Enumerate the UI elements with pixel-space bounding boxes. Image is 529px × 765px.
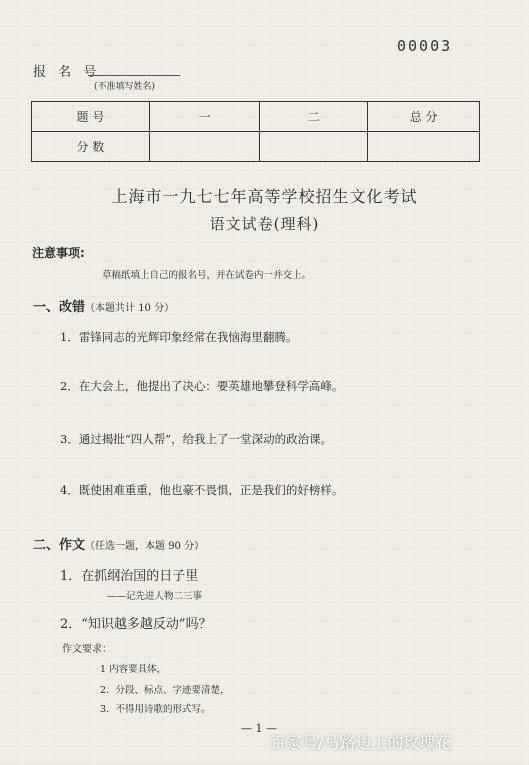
score-cell-q2: [260, 132, 368, 162]
score-table: [31, 101, 480, 162]
correction-item-4: 4．既使困难重重，他也豪不畏惧，正是我们的好榜样。: [60, 483, 344, 497]
score-header-total: 总 分: [368, 102, 480, 132]
essay-topic-1: 1．在抓纲治国的日子里: [60, 569, 199, 584]
exam-subtitle: 语文试卷(理科): [209, 215, 320, 233]
section2-title: 二、作文: [33, 538, 86, 553]
score-row-label: 分 数: [32, 132, 150, 162]
registration-label: 报 名 号: [33, 65, 101, 80]
correction-item-1: 1．雷锋同志的光辉印象经常在我恼海里翻腾。: [60, 330, 298, 344]
serial-number: 00003: [397, 37, 453, 55]
requirement-1: 1 内容要具体，: [100, 664, 167, 675]
section1-heading: [33, 296, 174, 315]
section2-points: （任选一题，本题 90 分）: [85, 541, 205, 552]
essay-topic-2: 2．“知识越多越反动”吗？: [60, 617, 212, 632]
requirements-label: 作文要求：: [62, 644, 112, 655]
notes-heading: 注意事项:: [32, 246, 85, 260]
exam-title: 上海市一九七七年高等学校招生文化考试: [111, 187, 418, 206]
score-table-row-header: [32, 102, 480, 132]
section1-points: （本题共计 10 分）: [85, 303, 175, 314]
score-header-q2: 二: [260, 102, 368, 132]
score-header-label: 题 号: [32, 102, 150, 132]
score-cell-total: [368, 132, 480, 162]
registration-note: (不准填写姓名): [94, 82, 156, 92]
page-number: — 1 —: [241, 722, 277, 735]
registration-line: [88, 75, 180, 76]
score-table-row-scores: [32, 132, 480, 162]
requirement-2: 2．分段、标点、字迹要清楚，: [100, 685, 230, 696]
correction-item-2: 2．在大会上，他提出了决心：要英雄地攀登科学高峰。: [60, 379, 344, 393]
requirement-3: 3．不得用诗歌的形式写。: [100, 704, 211, 715]
score-cell-q1: [149, 132, 260, 162]
section2-heading: [33, 534, 204, 553]
essay-topic-1-subtitle: ——记先进人物二三事: [107, 591, 203, 602]
notes-text: 草稿纸填上自己的报名号，并在试卷内一并交上。: [102, 270, 312, 281]
watermark: 百家号/马路边上的玫瑰花: [270, 733, 452, 752]
correction-item-3: 3．通过揭批“四人帮”，给我上了一堂深动的政治课。: [60, 432, 333, 446]
score-header-q1: 一: [149, 102, 260, 132]
section1-title: 一、改错: [33, 300, 86, 315]
